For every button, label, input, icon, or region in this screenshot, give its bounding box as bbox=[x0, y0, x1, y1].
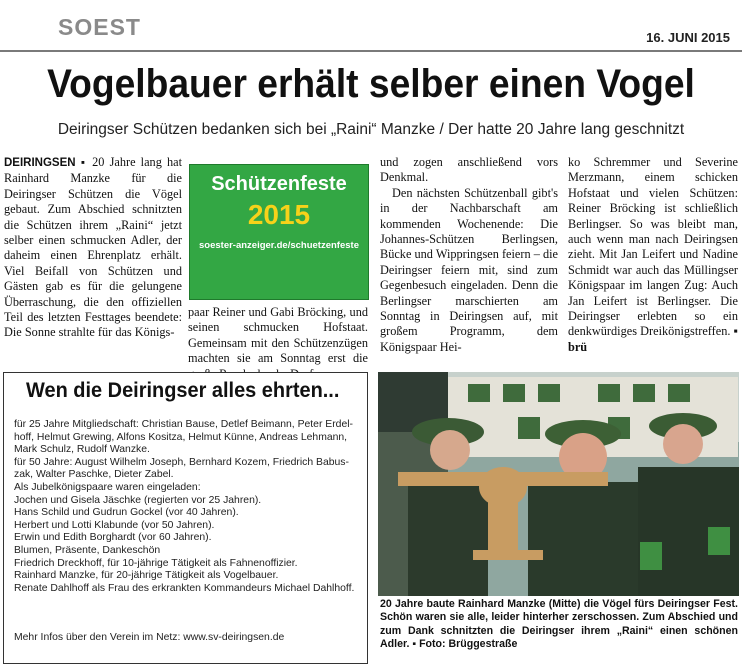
infobox-line: Friedrich Dreckhoff, für 10-jährige Tätigkeit als Fahnenoffizier. bbox=[14, 557, 298, 569]
infobox-line: zak, Walter Paschke, Dieter Zabel. bbox=[14, 469, 174, 481]
header-rule bbox=[0, 50, 742, 52]
ad-url[interactable]: soester-anzeiger.de/schuetzenfeste bbox=[199, 240, 359, 251]
infobox-line: für 25 Jahre Mitgliedschaft: Christian Bause, Detlef Beimann, Peter Erdel- bbox=[14, 419, 354, 430]
infobox-title: Wen die Deiringser alles ehrten... bbox=[26, 379, 340, 402]
article-column-3 bbox=[380, 155, 558, 355]
infobox-line: Renate Dahlhoff als Frau des erkrankten Kommandeurs Michael Dahlhoff. bbox=[14, 582, 355, 594]
issue-date: 16. JUNI 2015 bbox=[646, 30, 730, 45]
author-signature: ▪ brü bbox=[568, 324, 739, 354]
article-column-4 bbox=[568, 155, 738, 355]
ad-title: Schützenfeste bbox=[211, 173, 347, 195]
infobox-line: für 50 Jahre: August Wilhelm Joseph, Bernhard Kozem, Friedrich Babus- bbox=[14, 456, 349, 468]
infobox-line: Herbert und Lotti Klabunde (vor 50 Jahren). bbox=[14, 519, 215, 531]
infobox-line: Hans Schild und Gudrun Gockel (vor 40 Jahren). bbox=[14, 507, 239, 519]
column-3-paragraph-1: und zogen anschließend vors Denkmal. bbox=[380, 155, 558, 185]
column-2-text: paar Reiner und Gabi Bröcking, und seinen schmucken Hofstaat. Gemeinsam mit den Schützenzügen machten sie am Sonntag erst die bbox=[188, 305, 368, 366]
photo-caption: 20 Jahre baute Rainhard Manzke (Mitte) die Vögel fürs Deiringser Fest. Schön waren sie alle, leider hinterher zerschossen. Zum Abschied und zum Dank schnitzten die Deiringser ihrem „Raini“ einen schönen Adler. ▪ Foto: Brüggestraße bbox=[380, 598, 738, 650]
ad-year: 2015 bbox=[247, 199, 311, 230]
infobox-line: Rainhard Manzke, für 20-jährige Tätigkeit als Vogelbauer. bbox=[14, 570, 279, 582]
article-column-2 bbox=[188, 305, 368, 382]
infobox-line: Mark Schulz, Rudolf Wanzke. bbox=[14, 444, 150, 456]
honors-infobox bbox=[3, 372, 368, 664]
infobox-list bbox=[14, 419, 359, 595]
infobox-line: Als Jubelkönigspaare waren eingeladen: bbox=[14, 481, 201, 493]
section-title: SOEST bbox=[58, 14, 141, 40]
photo-illustration bbox=[378, 372, 739, 596]
infobox-line: hoff, Helmut Grewing, Alfons Kositza, Helmut Künne, Andreas Lehmann, bbox=[14, 431, 348, 443]
infobox-line: Blumen, Präsente, Dankeschön bbox=[14, 544, 161, 556]
article-headline: Vogelbauer erhält selber einen Vogel bbox=[47, 62, 695, 106]
column-3-paragraph-2: Den nächsten Schützenball gibt's in der Nachbarschaft am kommenden Wochenende: Die Johannes-Schützen Berlingsen, Bücke und Wippringsen feiern – die Deiringser feiern mit, sind zum Gegenbesuch eingeladen. Denn die Berlingser marschierten am Sonntag in Deiringsen auf, mit großem Programm, dem Königspaar Hei- bbox=[380, 185, 558, 354]
infobox-line: Jochen und Gisela Jäschke (regierten vor 25 Jahren). bbox=[14, 494, 262, 506]
column-4-text: ko Schremmer und Severine Merzmann, einem schicken Hofstaat und vielen Schützen: Reiner Bröcking ist schließlich Berlingser. So was bleibt man, auch wenn man nach Deiringsen zieht. Mit Jan Leifert und Nadine Schmidt war auch das Müllingser Königspaar im langen Zug: Auch Jan Leifert ist Berlingser. Die Deiringser erlebten so ein denkwürdiges Dreikönigstreffen. bbox=[568, 155, 738, 339]
article-column-1 bbox=[4, 155, 182, 341]
page-header bbox=[0, 0, 742, 44]
schuetzenfeste-ad[interactable] bbox=[189, 164, 369, 300]
infobox-footer: Mehr Infos über den Verein im Netz: www.sv-deiringsen.de bbox=[14, 632, 285, 643]
column-1-text: 20 Jahre lang hat Rainhard Manzke für die Deiringser Schützen die Vögel gebaut. Zum Abschied schnitzten die Schützen ihrem „Raini“ jetzt selber einen schmucken Adler, der daheim einen Ehrenplatz erhält. Viel Beifall von Schützen und Gästen gab es für die gelungene Überraschung, die den offiziellen Teil des letzten Festtages beendete: Die Sonne strahlte für das Königs- bbox=[4, 155, 183, 340]
infobox-line: Erwin und Edith Borghardt (vor 60 Jahren). bbox=[14, 532, 212, 544]
dateline: DEIRINGSEN ▪ bbox=[4, 157, 87, 169]
article-photo bbox=[378, 372, 739, 596]
article-subheadline: Deiringser Schützen bedanken sich bei „Raini“ Manzke / Der hatte 20 Jahre lang geschnitzt bbox=[57, 121, 685, 138]
